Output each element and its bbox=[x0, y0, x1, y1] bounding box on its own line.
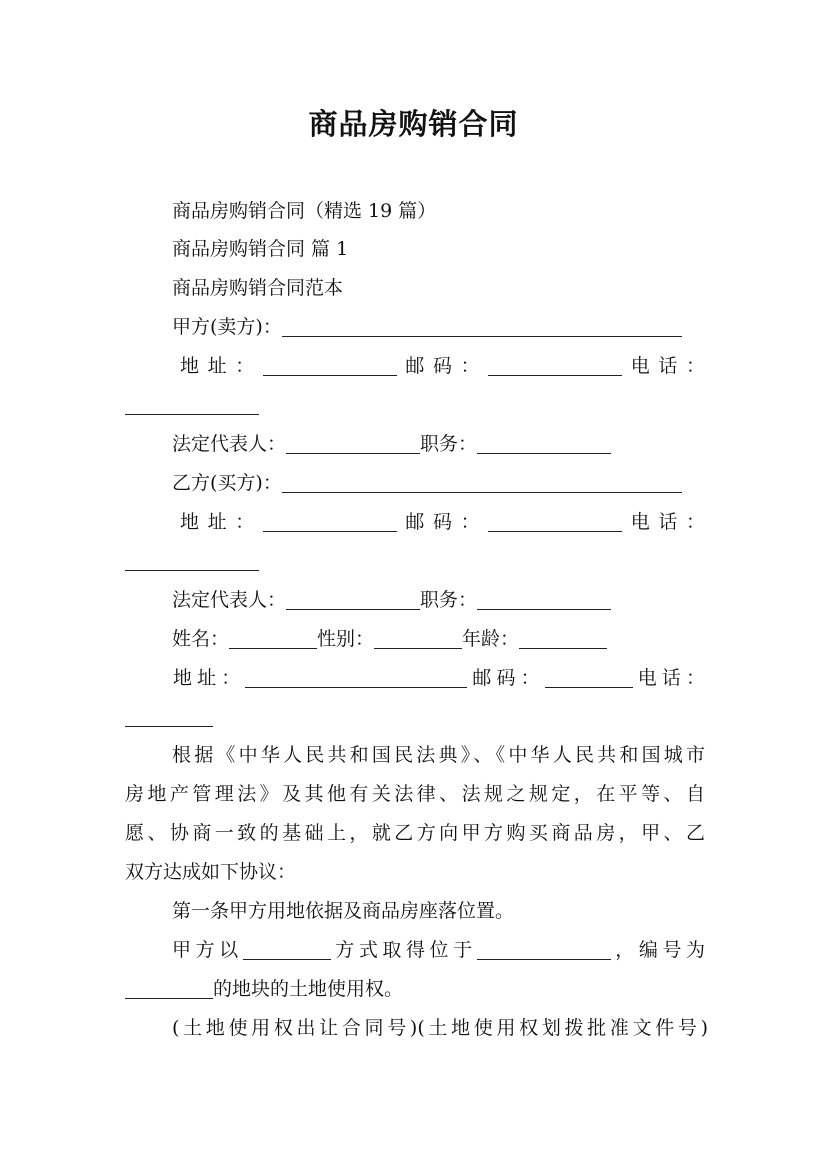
party-b-position-blank[interactable] bbox=[477, 589, 611, 610]
party-b-phone-label: 电话： bbox=[622, 511, 705, 533]
party-b-postcode-blank[interactable] bbox=[488, 511, 622, 532]
person-postcode-blank[interactable] bbox=[545, 667, 633, 688]
party-b-line bbox=[172, 470, 705, 496]
article1-text-b: 方式取得位于 bbox=[330, 939, 477, 961]
preamble-line-1: 根据《中华人民共和国民法典》、《中华人民共和国城市 bbox=[172, 744, 705, 766]
document-title: 商品房购销合同 bbox=[308, 107, 519, 141]
party-a-line bbox=[172, 314, 705, 340]
article1-method-blank[interactable] bbox=[243, 939, 331, 960]
party-a-position-blank[interactable] bbox=[477, 433, 611, 454]
article1-text-c: ，编号为 bbox=[610, 939, 705, 961]
party-a-rep-blank[interactable] bbox=[286, 433, 420, 454]
party-b-address-line bbox=[125, 509, 705, 535]
person-gender-blank[interactable] bbox=[374, 628, 462, 649]
party-a-blank[interactable] bbox=[282, 316, 682, 337]
party-b-postcode-label: 邮码： bbox=[396, 511, 489, 533]
party-a-position-label: 职务： bbox=[420, 433, 478, 455]
party-b-phone-line bbox=[125, 548, 705, 574]
party-b-address-blank[interactable] bbox=[263, 511, 397, 532]
party-b-rep-label: 法定代表人： bbox=[172, 589, 287, 611]
party-a-postcode-label: 邮码： bbox=[396, 355, 489, 377]
person-address-line bbox=[125, 665, 705, 691]
preamble-line-2: 房地产管理法》及其他有关法律、法规之规定，在平等、自 bbox=[125, 783, 705, 805]
person-phone-line bbox=[125, 704, 705, 730]
party-a-rep-line bbox=[172, 431, 705, 457]
person-address-blank[interactable] bbox=[245, 667, 467, 688]
party-a-phone-label: 电话： bbox=[622, 355, 705, 377]
preamble-line-3: 愿、协商一致的基础上，就乙方向甲方购买商品房，甲、乙 bbox=[125, 822, 705, 844]
intro-collection: 商品房购销合同（精选 19 篇） bbox=[172, 200, 437, 222]
party-a-label: 甲方(卖方)： bbox=[172, 316, 282, 338]
article1-note: (土地使用权出让合同号)(土地使用权划拨批准文件号) bbox=[172, 1017, 708, 1039]
article1-line-2 bbox=[125, 976, 705, 1002]
person-phone-blank[interactable] bbox=[125, 706, 213, 727]
party-b-blank[interactable] bbox=[282, 472, 682, 493]
person-age-label: 年龄： bbox=[462, 628, 520, 650]
article1-line-1 bbox=[172, 937, 705, 963]
article1-text-a: 甲方以 bbox=[172, 939, 243, 961]
article1-number-blank[interactable] bbox=[125, 978, 213, 999]
person-name-label: 姓名： bbox=[172, 628, 230, 650]
party-a-phone-blank[interactable] bbox=[125, 394, 259, 415]
article1-heading: 第一条甲方用地依据及商品房座落位置。 bbox=[172, 900, 515, 922]
party-b-rep-line bbox=[172, 587, 705, 613]
person-age-blank[interactable] bbox=[519, 628, 607, 649]
intro-template: 商品房购销合同范本 bbox=[172, 277, 344, 299]
party-a-address-line bbox=[125, 353, 705, 379]
party-b-rep-blank[interactable] bbox=[286, 589, 420, 610]
person-name-blank[interactable] bbox=[229, 628, 317, 649]
party-a-postcode-blank[interactable] bbox=[488, 355, 622, 376]
person-info-line bbox=[172, 626, 705, 652]
person-gender-label: 性别： bbox=[317, 628, 375, 650]
person-address-label: 地址： bbox=[173, 667, 246, 689]
intro-part: 商品房购销合同 篇 1 bbox=[172, 238, 349, 260]
party-a-rep-label: 法定代表人： bbox=[172, 433, 287, 455]
party-b-phone-blank[interactable] bbox=[125, 550, 259, 571]
article1-location-blank[interactable] bbox=[477, 939, 611, 960]
party-a-address-blank[interactable] bbox=[263, 355, 397, 376]
article1-text-d: 的地块的土地使用权。 bbox=[213, 978, 404, 1000]
person-phone-label: 电话： bbox=[632, 667, 705, 689]
party-b-address-label: 地址： bbox=[180, 511, 263, 533]
party-b-position-label: 职务： bbox=[420, 589, 478, 611]
party-a-address-label: 地址： bbox=[180, 355, 263, 377]
preamble-line-4: 双方达成如下协议： bbox=[125, 861, 297, 883]
party-b-label: 乙方(买方)： bbox=[172, 472, 282, 494]
party-a-phone-line bbox=[125, 392, 705, 418]
person-postcode-label: 邮码： bbox=[467, 667, 545, 689]
